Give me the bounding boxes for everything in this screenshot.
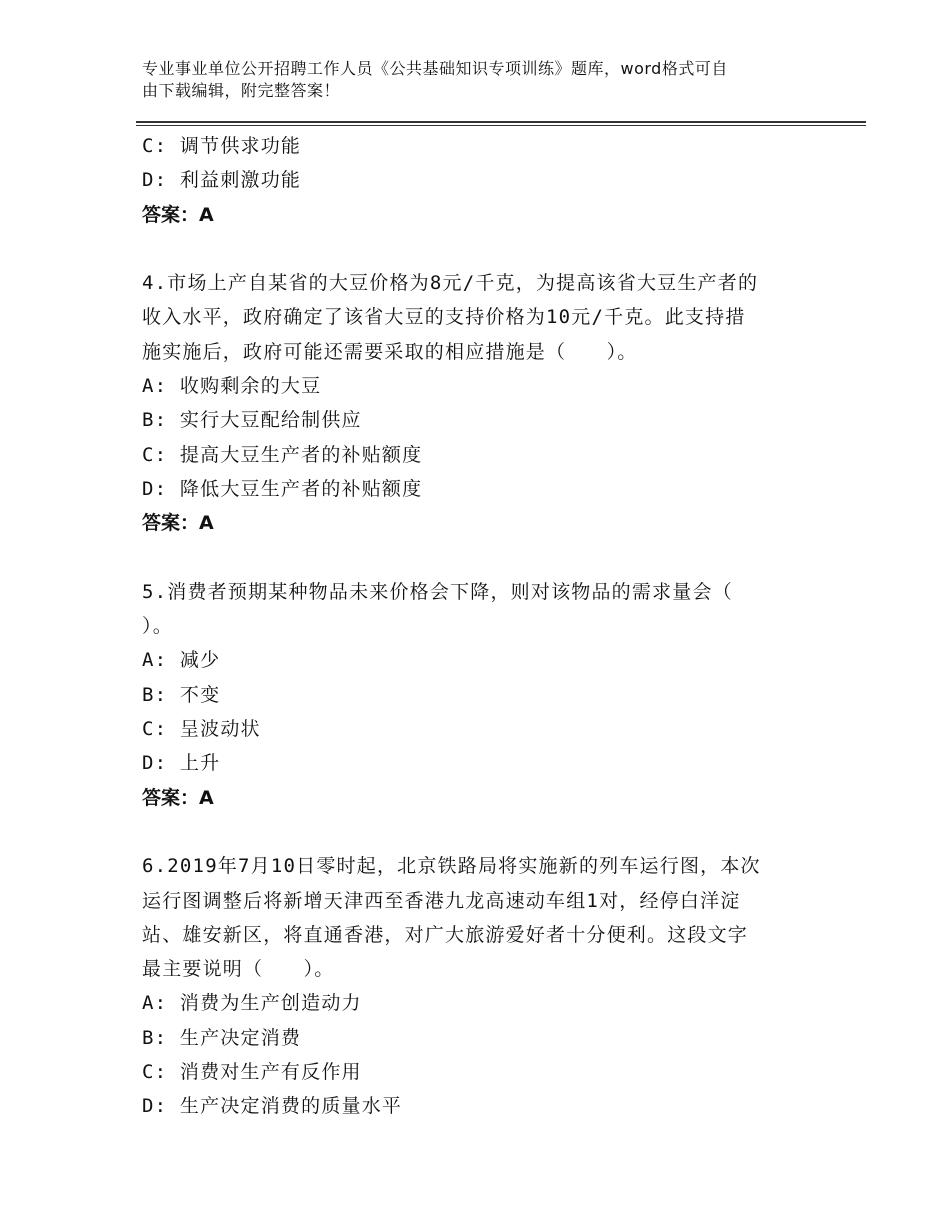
option-b: B: 生产决定消费 (142, 1026, 302, 1049)
option-d: D: 利益刺激功能 (142, 169, 302, 192)
header-line-1: 专业事业单位公开招聘工作人员《公共基础知识专项训练》题库，word格式可自 (142, 59, 728, 78)
answer: 答案：A (142, 203, 214, 226)
header-rule-thick (136, 121, 866, 123)
option-a: A: 消费为生产创造动力 (142, 992, 362, 1015)
answer: 答案：A (142, 786, 214, 809)
question-stem-line: 5.消费者预期某种物品未来价格会下降，则对该物品的需求量会（ (142, 580, 733, 603)
question-list (142, 129, 812, 1124)
header-line-2: 由下载编辑，附完整答案！ (142, 81, 341, 100)
question-stem-line: 4.市场上产自某省的大豆价格为8元/千克，为提高该省大豆生产者的 (142, 272, 759, 295)
spacer (142, 815, 812, 849)
question-stem-line: 运行图调整后将新增天津西至香港九龙高速动车组1对，经停白洋淀 (142, 889, 741, 912)
question-stem-line: 6.2019年7月10日零时起，北京铁路局将实施新的列车运行图，本次 (142, 855, 761, 878)
question-stem-line: 站、雄安新区，将直通香港，对广大旅游爱好者十分便利。这段文字 (142, 923, 749, 946)
answer: 答案：A (142, 512, 214, 535)
question-stem-line: 最主要说明（ ）。 (142, 958, 335, 981)
prev-question (142, 129, 812, 232)
spacer (142, 232, 812, 266)
option-c: C: 提高大豆生产者的补贴额度 (142, 443, 423, 466)
option-d: D: 降低大豆生产者的补贴额度 (142, 477, 423, 500)
option-b: B: 实行大豆配给制供应 (142, 409, 362, 432)
option-a: A: 减少 (142, 649, 221, 672)
question-stem-line: 施实施后，政府可能还需要采取的相应措施是（ ）。 (142, 340, 638, 363)
option-c: C: 调节供求功能 (142, 135, 302, 157)
option-d: D: 上升 (142, 752, 221, 775)
option-b: B: 不变 (142, 683, 221, 706)
spacer (142, 541, 812, 575)
question-stem-line: ）。 (142, 615, 173, 638)
option-c: C: 呈波动状 (142, 718, 261, 741)
question-4 (142, 266, 812, 540)
question-6 (142, 849, 812, 1123)
question-5 (142, 575, 812, 815)
option-a: A: 收购剩余的大豆 (142, 375, 322, 398)
question-stem-line: 收入水平，政府确定了该省大豆的支持价格为10元/千克。此支持措 (142, 306, 746, 329)
option-c: C: 消费对生产有反作用 (142, 1061, 362, 1084)
option-d: D: 生产决定消费的质量水平 (142, 1095, 403, 1118)
header-rule-thin (136, 125, 866, 126)
page-header (142, 58, 812, 102)
